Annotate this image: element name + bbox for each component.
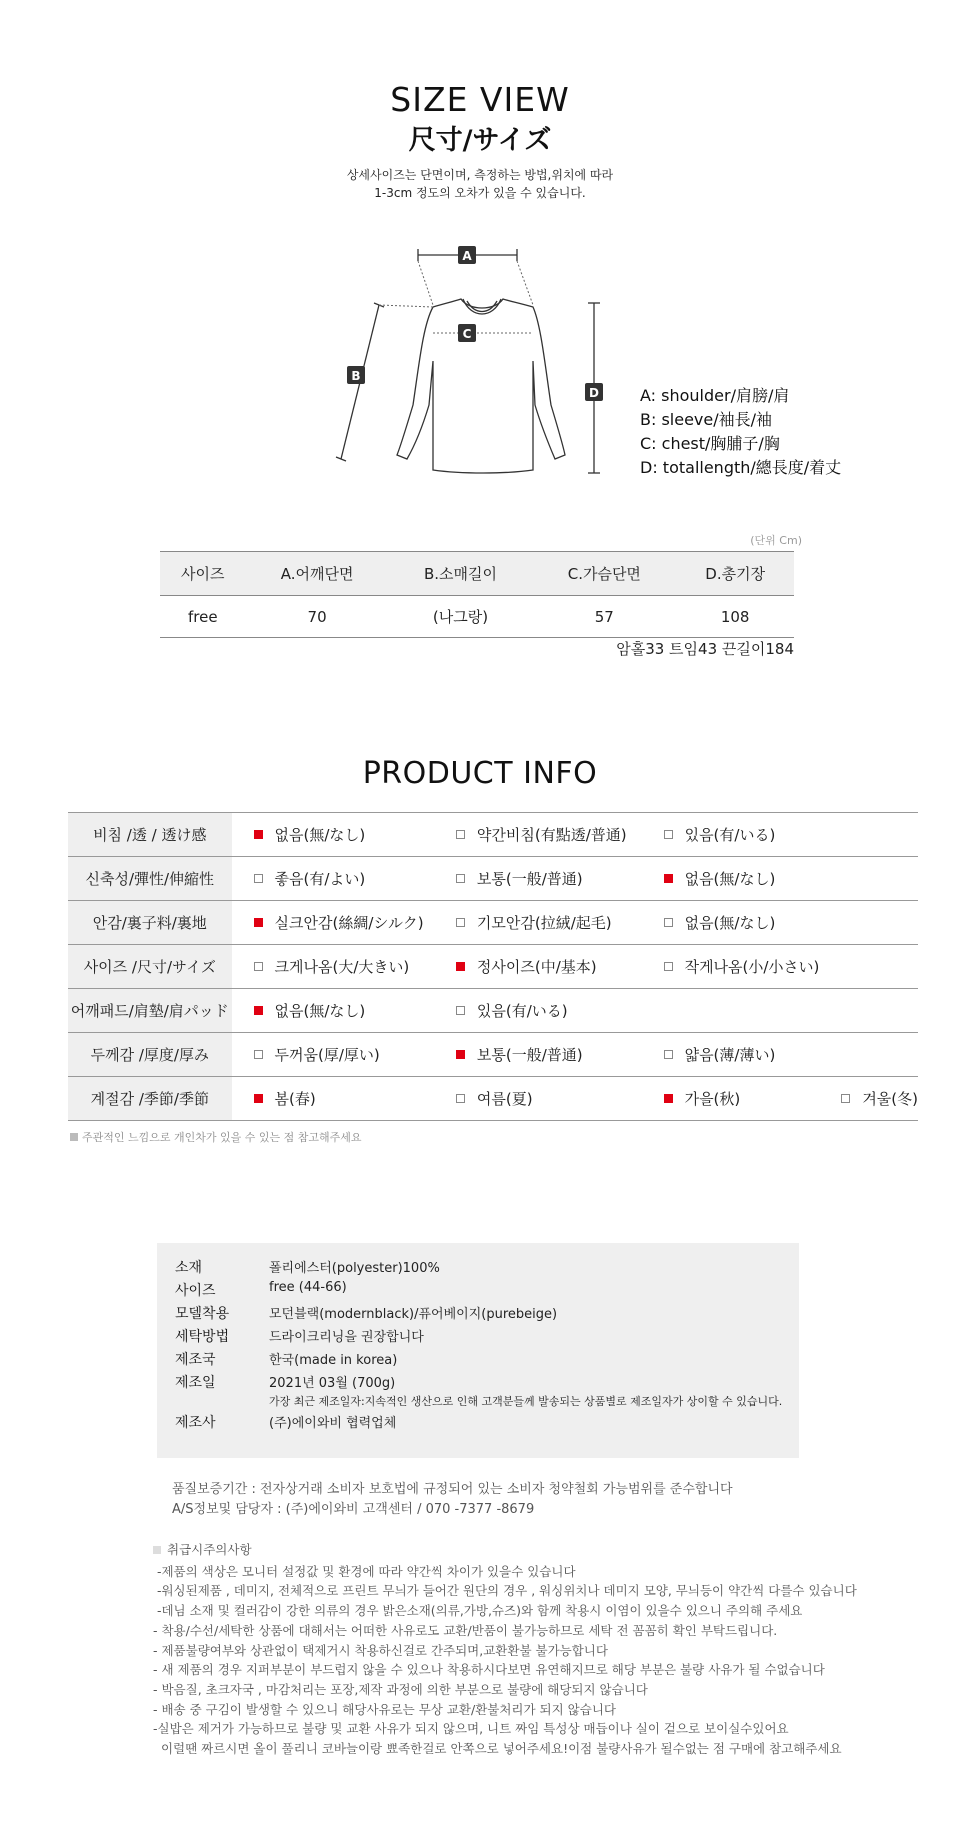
product-info-option-cell — [434, 1077, 642, 1121]
product-info-label: 비침 /透 / 透け感 — [68, 813, 232, 857]
chest-cell: 57 — [532, 596, 676, 638]
option-label: 없음(無/なし) — [684, 870, 776, 888]
checked-box-icon — [254, 830, 263, 839]
sleeve-cell: (나그랑) — [389, 596, 533, 638]
size-table-header-row — [160, 552, 794, 596]
care-instructions — [153, 1540, 857, 1759]
product-info-note-text: 주관적인 느낌으로 개인차가 있을 수 있는 점 참고해주세요 — [82, 1131, 362, 1144]
unchecked-box-icon — [664, 962, 673, 971]
info-subnote: 가장 최근 제조일자:지속적인 생산으로 인해 고객분들께 발송되는 상품별로 제조일자가 상이할 수 있습니다. — [269, 1395, 783, 1408]
warranty-info — [172, 1480, 733, 1520]
size-table — [160, 551, 794, 638]
product-info-option-cell — [642, 813, 820, 857]
info-value: free (44-66) — [269, 1280, 347, 1295]
info-row — [175, 1303, 799, 1326]
checked-box-icon — [456, 1050, 465, 1059]
care-title-text: 취급시주의사항 — [167, 1542, 252, 1557]
option-label: 좋음(有/よい) — [274, 870, 366, 888]
checked-box-icon — [254, 918, 263, 927]
unchecked-box-icon — [456, 1006, 465, 1015]
product-info-option-cell — [434, 901, 642, 945]
product-info-label: 두께감 /厚度/厚み — [68, 1033, 232, 1077]
product-info-option-cell — [232, 945, 434, 989]
product-info-row — [68, 901, 918, 945]
care-line: - 착용/수선/세탁한 상품에 대해서는 어떠한 사유로도 교환/반품이 불가능하므로 세탁 전 꼼꼼히 확인 부탁드립니다. — [153, 1622, 778, 1638]
care-line: -실밥은 제거가 가능하므로 불량 및 교환 사유가 되지 않으며, 니트 짜임 특성상 매듭이나 실이 겉으로 보이실수있어요 — [153, 1721, 789, 1737]
product-info-option-cell — [434, 813, 642, 857]
option-label: 겨울(冬) — [862, 1090, 918, 1108]
product-info-row — [68, 1033, 918, 1077]
product-info-option-cell — [642, 857, 820, 901]
length-cell: 108 — [676, 596, 794, 638]
product-info-option-cell — [642, 945, 820, 989]
svg-text:C: C — [462, 327, 472, 341]
info-value: 폴리에스터(polyester)100% — [269, 1261, 440, 1276]
info-key: 세탁방법 — [175, 1329, 230, 1345]
legend-d: D: totallength/總長度/着丈 — [640, 458, 842, 477]
product-info-label: 안감/裏子料/裏地 — [68, 901, 232, 945]
product-info-option-cell — [819, 813, 918, 857]
option-label: 기모안감(拉絨/起毛) — [476, 914, 612, 932]
info-value: 2021년 03월 (700g) — [269, 1376, 396, 1391]
product-info-option-cell — [819, 1077, 918, 1121]
info-value-wrap — [269, 1349, 397, 1372]
option-label: 없음(無/なし) — [274, 1002, 366, 1020]
checked-box-icon — [254, 1006, 263, 1015]
length-header: D.총기장 — [676, 552, 794, 596]
care-line: - 제품불량여부와 상관없이 택제거시 착용하신걸로 간주되며,교환환불 불가능합니다 — [153, 1642, 608, 1658]
option-label: 두꺼움(厚/厚い) — [274, 1046, 380, 1064]
product-info-label: 사이즈 /尺寸/サイズ — [68, 945, 232, 989]
product-info-row — [68, 857, 918, 901]
unchecked-box-icon — [664, 1050, 673, 1059]
svg-text:B: B — [351, 369, 361, 383]
unchecked-box-icon — [456, 918, 465, 927]
option-label: 얇음(薄/薄い) — [684, 1046, 776, 1064]
option-label: 여름(夏) — [476, 1090, 533, 1108]
svg-text:A: A — [462, 249, 472, 263]
unchecked-box-icon — [841, 1094, 850, 1103]
product-info-option-cell — [232, 901, 434, 945]
shirt-measurement-diagram — [335, 245, 635, 495]
info-value: 모던블랙(modernblack)/퓨어베이지(purebeige) — [269, 1307, 558, 1322]
product-info-option-cell — [434, 857, 642, 901]
unchecked-box-icon — [254, 1050, 263, 1059]
sleeve-header: B.소매길이 — [389, 552, 533, 596]
info-key: 제조국 — [175, 1352, 216, 1368]
product-info-option-cell — [642, 901, 820, 945]
info-row — [175, 1412, 799, 1435]
unchecked-box-icon — [456, 830, 465, 839]
option-label: 있음(有/いる) — [684, 826, 776, 844]
option-label: 크게나옴(大/大きい) — [274, 958, 410, 976]
marker-d — [585, 383, 603, 401]
as-contact-line: A/S정보및 담당자 : (주)에이와비 고객센터 / 070 -7377 -8679 — [172, 1502, 535, 1517]
product-info-option-cell — [819, 1033, 918, 1077]
info-row — [175, 1280, 799, 1303]
unchecked-box-icon — [254, 962, 263, 971]
product-info-table — [68, 812, 918, 1121]
svg-text:D: D — [589, 386, 599, 400]
marker-c — [458, 324, 476, 342]
product-info-option-cell — [232, 989, 434, 1033]
info-row — [175, 1349, 799, 1372]
shirt-outline — [397, 299, 565, 473]
info-value-wrap — [269, 1280, 347, 1303]
care-lines — [153, 1562, 857, 1759]
checked-box-icon — [254, 1094, 263, 1103]
option-label: 가을(秋) — [684, 1090, 741, 1108]
size-view-description — [0, 166, 960, 202]
product-info-option-cell — [642, 1077, 820, 1121]
info-row — [175, 1372, 799, 1412]
unchecked-box-icon — [456, 874, 465, 883]
product-info-option-cell — [434, 989, 642, 1033]
legend-b: B: sleeve/袖長/袖 — [640, 410, 773, 429]
shoulder-cell: 70 — [246, 596, 389, 638]
product-info-option-cell — [819, 857, 918, 901]
info-value: 드라이크리닝을 권장합니다 — [269, 1330, 424, 1345]
info-key: 모델착용 — [175, 1306, 230, 1322]
care-square-icon — [153, 1546, 161, 1554]
product-info-option-cell — [434, 1033, 642, 1077]
care-line: - 배송 중 구김이 발생할 수 있으니 해당사유로는 무상 교환/환불처리가 되지 않습니다 — [153, 1701, 616, 1717]
option-label: 없음(無/なし) — [274, 826, 366, 844]
option-label: 실크안감(絲綢/シルク) — [274, 914, 424, 932]
product-info-option-cell — [819, 989, 918, 1033]
info-value-wrap — [269, 1257, 440, 1280]
info-key: 제조일 — [175, 1375, 216, 1391]
option-label: 보통(一般/普通) — [476, 1046, 583, 1064]
info-row — [175, 1326, 799, 1349]
product-info-row — [68, 945, 918, 989]
option-label: 보통(一般/普通) — [476, 870, 583, 888]
unchecked-box-icon — [664, 918, 673, 927]
info-key: 소재 — [175, 1260, 203, 1276]
product-info-title: PRODUCT INFO — [362, 756, 598, 791]
info-row — [175, 1257, 799, 1280]
product-info-option-cell — [642, 989, 820, 1033]
info-value-wrap — [269, 1412, 396, 1435]
checked-box-icon — [456, 962, 465, 971]
marker-b — [347, 366, 365, 384]
product-info-label: 어깨패드/肩墊/肩パッド — [68, 989, 232, 1033]
shoulder-header: A.어깨단면 — [246, 552, 389, 596]
info-value: (주)에이와비 협력업체 — [269, 1416, 397, 1431]
option-label: 약간비침(有點透/普通) — [476, 826, 627, 844]
care-title — [153, 1540, 857, 1560]
care-line: -제품의 색상은 모니터 설정값 및 환경에 따라 약간씩 차이가 있을수 있습니다 — [153, 1563, 576, 1579]
legend-a: A: shoulder/肩膀/肩 — [640, 386, 790, 405]
option-label: 있음(有/いる) — [476, 1002, 568, 1020]
option-label: 작게나옴(小/小さい) — [684, 958, 820, 976]
size-cell: free — [160, 596, 246, 638]
product-info-note — [70, 1129, 362, 1145]
product-info-option-cell — [232, 857, 434, 901]
product-info-label: 계절감 /季節/季節 — [68, 1077, 232, 1121]
legend-c: C: chest/胸脯子/胸 — [640, 434, 780, 453]
info-value-wrap — [269, 1372, 782, 1412]
product-info-option-cell — [819, 901, 918, 945]
care-line: - 박음질, 초크자국 , 마감처리는 포장,제작 과정에 의한 부분으로 불량에 해당되지 않습니다 — [153, 1681, 648, 1697]
size-view-desc-line1: 상세사이즈는 단면이며, 측정하는 방법,위치에 따라 — [346, 168, 614, 182]
product-info-option-cell — [232, 813, 434, 857]
unchecked-box-icon — [456, 1094, 465, 1103]
option-label: 정사이즈(中/基本) — [476, 958, 597, 976]
option-label: 봄(春) — [274, 1090, 316, 1108]
product-info-option-cell — [232, 1077, 434, 1121]
size-view-desc-line2: 1-3cm 정도의 오차가 있을 수 있습니다. — [374, 186, 586, 200]
care-line: -데님 소재 및 컬러감이 강한 의류의 경우 밝은소재(의류,가방,슈즈)와 함께 착용시 이염이 있을수 있으니 주의해 주세요 — [153, 1603, 803, 1619]
info-value-wrap — [269, 1326, 424, 1349]
table-row — [160, 596, 794, 638]
product-info-option-cell — [642, 1033, 820, 1077]
option-label: 없음(無/なし) — [684, 914, 776, 932]
checked-box-icon — [664, 1094, 673, 1103]
product-details-box — [157, 1243, 799, 1458]
chest-header: C.가슴단면 — [532, 552, 676, 596]
size-unit-label: (단위 Cm) — [750, 534, 802, 547]
product-info-option-cell — [819, 945, 918, 989]
care-line: 이럴땐 짜르시면 올이 풀리니 코바늘이랑 뾰족한걸로 안쪽으로 넣어주세요!이점 불량사유가 될수없는 점 구매에 참고해주세요 — [153, 1741, 842, 1757]
size-extra-note: 암홀33 트임43 끈길이184 — [616, 640, 794, 658]
product-info-row — [68, 813, 918, 857]
size-header: 사이즈 — [160, 552, 246, 596]
care-line: - 새 제품의 경우 지퍼부분이 부드럽지 않을 수 있으나 착용하시다보면 유연해지므로 해당 부분은 불량 사유가 될 수없습니다 — [153, 1662, 825, 1678]
marker-a — [458, 246, 476, 264]
note-square-icon — [70, 1133, 78, 1141]
warranty-line: 품질보증기간 : 전자상거래 소비자 보호법에 규정되어 있는 소비자 청약철회 가능범위를 준수합니다 — [172, 1482, 733, 1497]
size-view-title: SIZE VIEW — [390, 80, 570, 119]
info-value: 한국(made in korea) — [269, 1353, 398, 1368]
checked-box-icon — [664, 874, 673, 883]
unchecked-box-icon — [254, 874, 263, 883]
product-info-label: 신축성/彈性/伸縮性 — [68, 857, 232, 901]
size-view-subtitle: 尺寸/サイズ — [408, 125, 552, 156]
product-info-row — [68, 1077, 918, 1121]
measurement-legend — [640, 384, 841, 480]
product-info-option-cell — [434, 945, 642, 989]
product-info-row — [68, 989, 918, 1033]
info-key: 사이즈 — [175, 1283, 216, 1299]
info-key: 제조사 — [175, 1415, 216, 1431]
care-line: -워싱된제품 , 데미지, 전체적으로 프린트 무늬가 들어간 원단의 경우 , 워싱위치나 데미지 모양, 무늬등이 약간씩 다를수 있습니다 — [153, 1583, 857, 1599]
info-value-wrap — [269, 1303, 557, 1326]
product-info-option-cell — [232, 1033, 434, 1077]
unchecked-box-icon — [664, 830, 673, 839]
